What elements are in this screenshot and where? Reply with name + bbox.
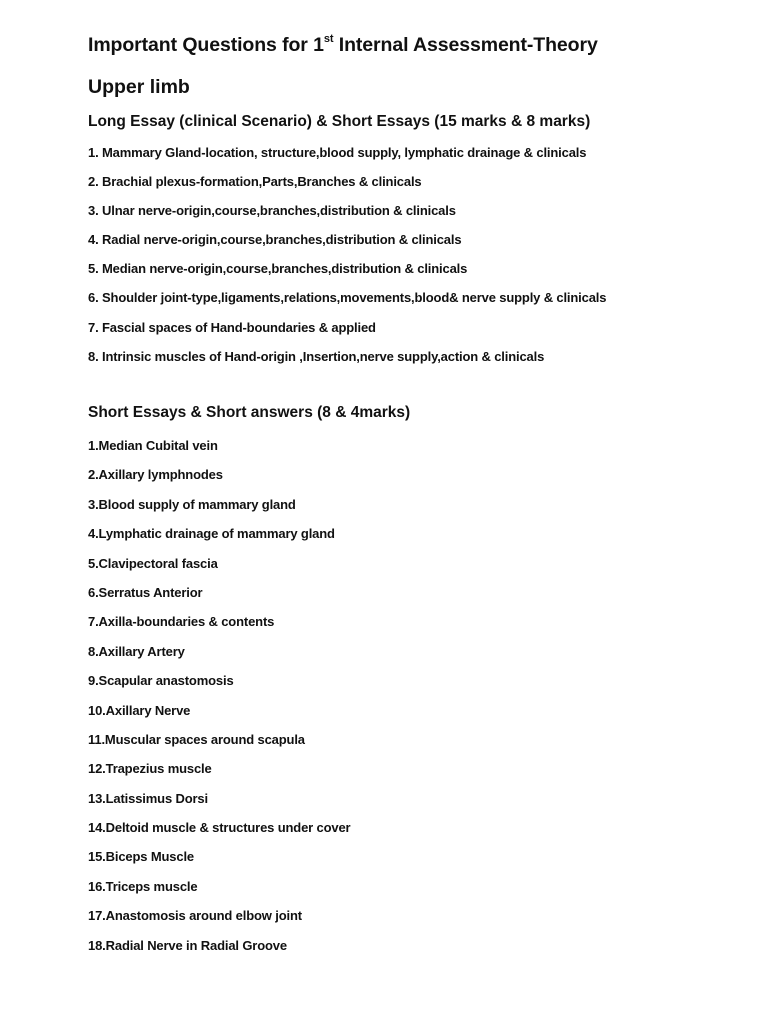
title-superscript: st [323, 32, 334, 45]
list-item: 6.Serratus Anterior [88, 584, 203, 600]
list-item: 13.Latissimus Dorsi [88, 790, 208, 806]
title-prefix: Important Questions for 1 [88, 34, 324, 56]
list-item: 5.Clavipectoral fascia [88, 555, 218, 571]
list-item: 1.Median Cubital vein [88, 438, 218, 453]
list-item: 14.Deltoid muscle & structures under cover [88, 820, 351, 836]
list-item: 1. Mammary Gland-location, structure,blood supply, lymphatic drainage & clinicals [88, 145, 587, 160]
title-suffix: Internal Assessment-Theory [333, 34, 598, 56]
list-item: 12.Trapezius muscle [88, 761, 212, 777]
list-item: 18.Radial Nerve in Radial Groove [88, 937, 287, 953]
long-essay-heading: Long Essay (clinical Scenario) & Short Essays (15 marks & 8 marks) [88, 113, 591, 130]
list-item: 5. Median nerve-origin,course,branches,distribution & clinicals [88, 261, 468, 277]
page-title [88, 34, 598, 57]
short-essay-heading: Short Essays & Short answers (8 & 4marks) [88, 404, 411, 421]
list-item: 6. Shoulder joint-type,ligaments,relations,movements,blood& nerve supply & clinicals [88, 290, 607, 306]
list-item: 3.Blood supply of mammary gland [88, 496, 296, 512]
list-item: 8. Intrinsic muscles of Hand-origin ,Insertion,nerve supply,action & clinicals [88, 348, 545, 364]
list-item: 10.Axillary Nerve [88, 702, 191, 718]
list-item: 7. Fascial spaces of Hand-boundaries & applied [88, 319, 376, 335]
list-item: 4. Radial nerve-origin,course,branches,distribution & clinicals [88, 232, 462, 248]
list-item: 7.Axilla-boundaries & contents [88, 614, 275, 630]
short-essay-list [88, 437, 350, 966]
list-item: 8.Axillary Artery [88, 643, 185, 659]
list-item: 11.Muscular spaces around scapula [88, 731, 305, 747]
list-item: 16.Triceps muscle [88, 878, 198, 894]
list-item: 15.Biceps Muscle [88, 849, 194, 865]
list-item: 2.Axillary lymphnodes [88, 467, 223, 483]
long-essay-list [88, 144, 606, 377]
list-item: 17.Anastomosis around elbow joint [88, 908, 302, 924]
list-item: 3. Ulnar nerve-origin,course,branches,distribution & clinicals [88, 203, 456, 219]
list-item: 2. Brachial plexus-formation,Parts,Branches & clinicals [88, 174, 422, 190]
page-subtitle: Upper limb [88, 76, 190, 98]
list-item: 9.Scapular anastomosis [88, 673, 234, 689]
list-item: 4.Lymphatic drainage of mammary gland [88, 526, 335, 542]
